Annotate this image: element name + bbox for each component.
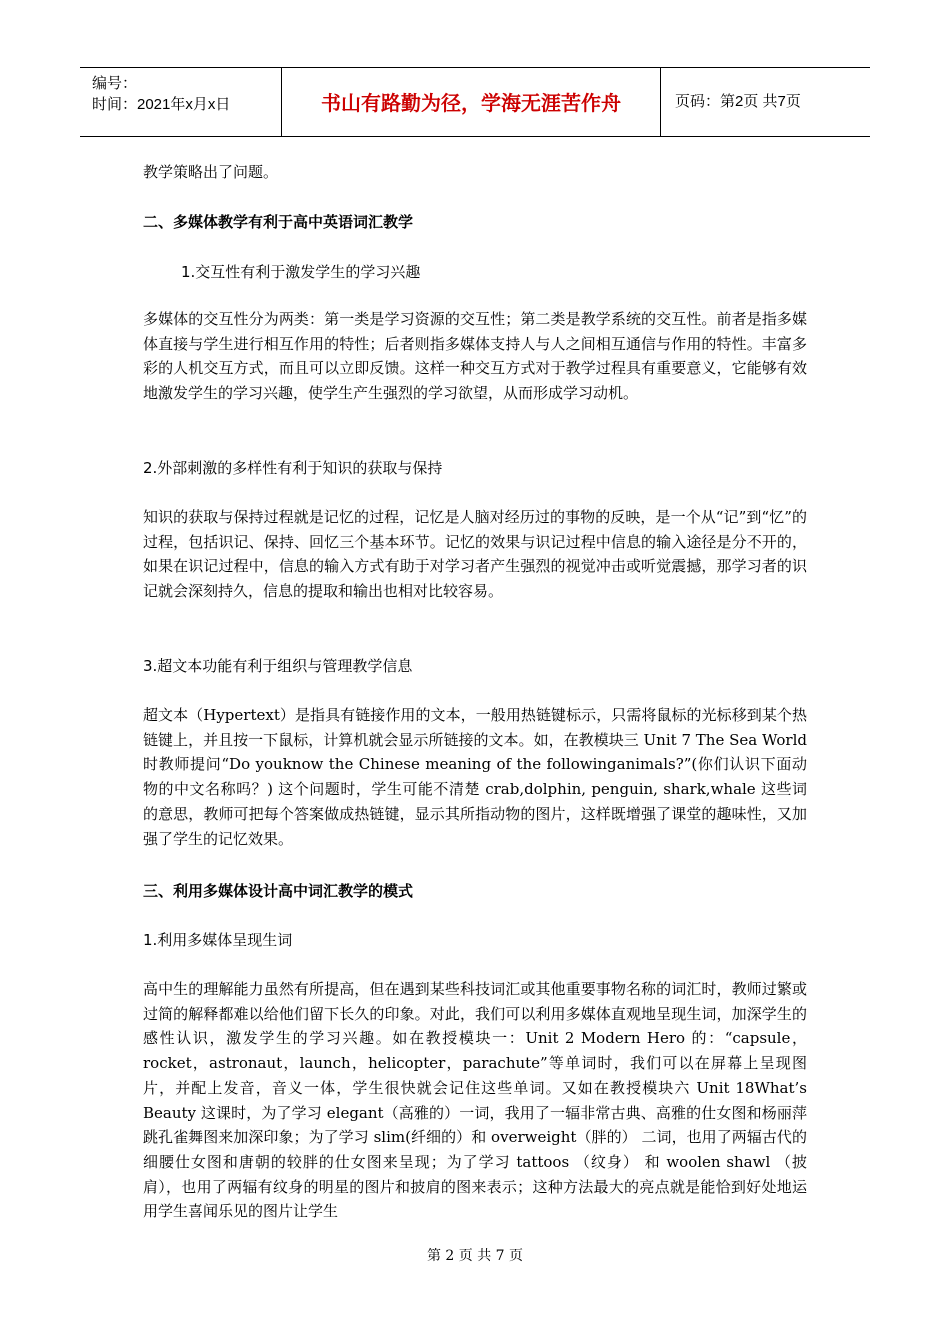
paragraph-hypertext: 超文本（Hypertext）是指具有链接作用的文本，一般用热链键标示，只需将鼠标的光标移到某个热链键上，并且按一下鼠标，计算机就会显示所链接的文本。如，在教模块三 Unit 7 The Sea World 时教师提问“Do youknow the Chinese meaning of the followinganimals?”(你们认识下面动物的中文名称吗？) 这个问题时，学生可能不清楚 crab,dolphin, penguin, shark,whale 这些词的意思，教师可把每个答案做成热链键，显示其所指动物的图片，这样既增强了课堂的趣味性，又加强了学生的记忆效果。	[143, 706, 807, 848]
paragraph-new-words: 高中生的理解能力虽然有所提高，但在遇到某些科技词汇或其他重要事物名称的词汇时，教师过繁或过简的解释都难以给他们留下长久的印象。对此，我们可以利用多媒体直观地呈现生词，加深学生的感性认识，激发学生的学习兴趣。如在教授模块一：Unit 2 Modern Hero 的：“capsule，rocket，astronaut，launch，helicopter，parachute”等单词时，我们可以在屏幕上呈现图片，并配上发音，音义一体，学生很快就会记住这些单词。又如在教授模块六 Unit 18What’s Beauty 这课时，为了学习 elegant（高雅的）一词，我用了一辐非常古典、高雅的仕女图和杨丽萍跳孔雀舞图来加深印象；为了学习 slim(纤细的）和 overweight（胖的） 二词，也用了两辐古代的细腰仕女图和唐朝的较胖的仕女图来呈现；为了学习 tattoos （纹身） 和 woolen shawl （披肩），也用了两辐有纹身的明星的图片和披肩的图来表示；这种方法最大的亮点就是能恰到好处地运用学生喜闻乐见的图片让学生	[143, 980, 807, 1221]
header-table	[80, 67, 870, 137]
section-heading-3: 三、利用多媒体设计高中词汇教学的模式	[143, 882, 414, 900]
number-label: 编号：	[92, 75, 138, 92]
date-line: 时间：2021年x月x日	[92, 96, 231, 113]
subheading-new-words: 1.利用多媒体呈现生词	[143, 931, 293, 949]
subheading-external-stimuli: 2.外部刺激的多样性有利于知识的获取与保持	[143, 459, 443, 477]
page-footer: 第 2 页 共 7 页	[426, 1248, 524, 1264]
page-info: 页码：第2页 共7页	[675, 93, 801, 110]
subheading-interactivity: 1.交互性有利于激发学生的学习兴趣	[181, 263, 421, 281]
paragraph-interactivity: 多媒体的交互性分为两类：第一类是学习资源的交互性；第二类是教学系统的交互性。前者是指多媒体直接与学生进行相互作用的特性；后者则指多媒体支持人与人之间相互通信与作用的特性。丰富多彩的人机交互方式，而且可以立即反馈。这样一种交互方式对于教学过程具有重要意义，它能够有效地激发学生的学习兴趣，使学生产生强烈的学习欲望，从而形成学习动机。	[143, 310, 807, 403]
header-page-cell	[661, 68, 870, 136]
motto: 书山有路勤为径，学海无涯苦作舟	[321, 91, 621, 115]
subheading-hypertext: 3.超文本功能有利于组织与管理教学信息	[143, 657, 413, 675]
header-motto-cell	[282, 68, 661, 136]
paragraph-continuation: 教学策略出了问题。	[143, 163, 279, 181]
paragraph-memory: 知识的获取与保持过程就是记忆的过程，记忆是人脑对经历过的事物的反映，是一个从“记”到“忆”的过程，包括识记、保持、回忆三个基本环节。记忆的效果与识记过程中信息的输入途径是分不开的，如果在识记过程中，信息的输入方式有助于对学习者产生强烈的视觉冲击或听觉震撼，那学习者的识记就会深刻持久，信息的提取和输出也相对比较容易。	[143, 508, 807, 601]
header-info-cell	[80, 68, 282, 136]
section-heading-2: 二、多媒体教学有利于高中英语词汇教学	[143, 213, 414, 231]
